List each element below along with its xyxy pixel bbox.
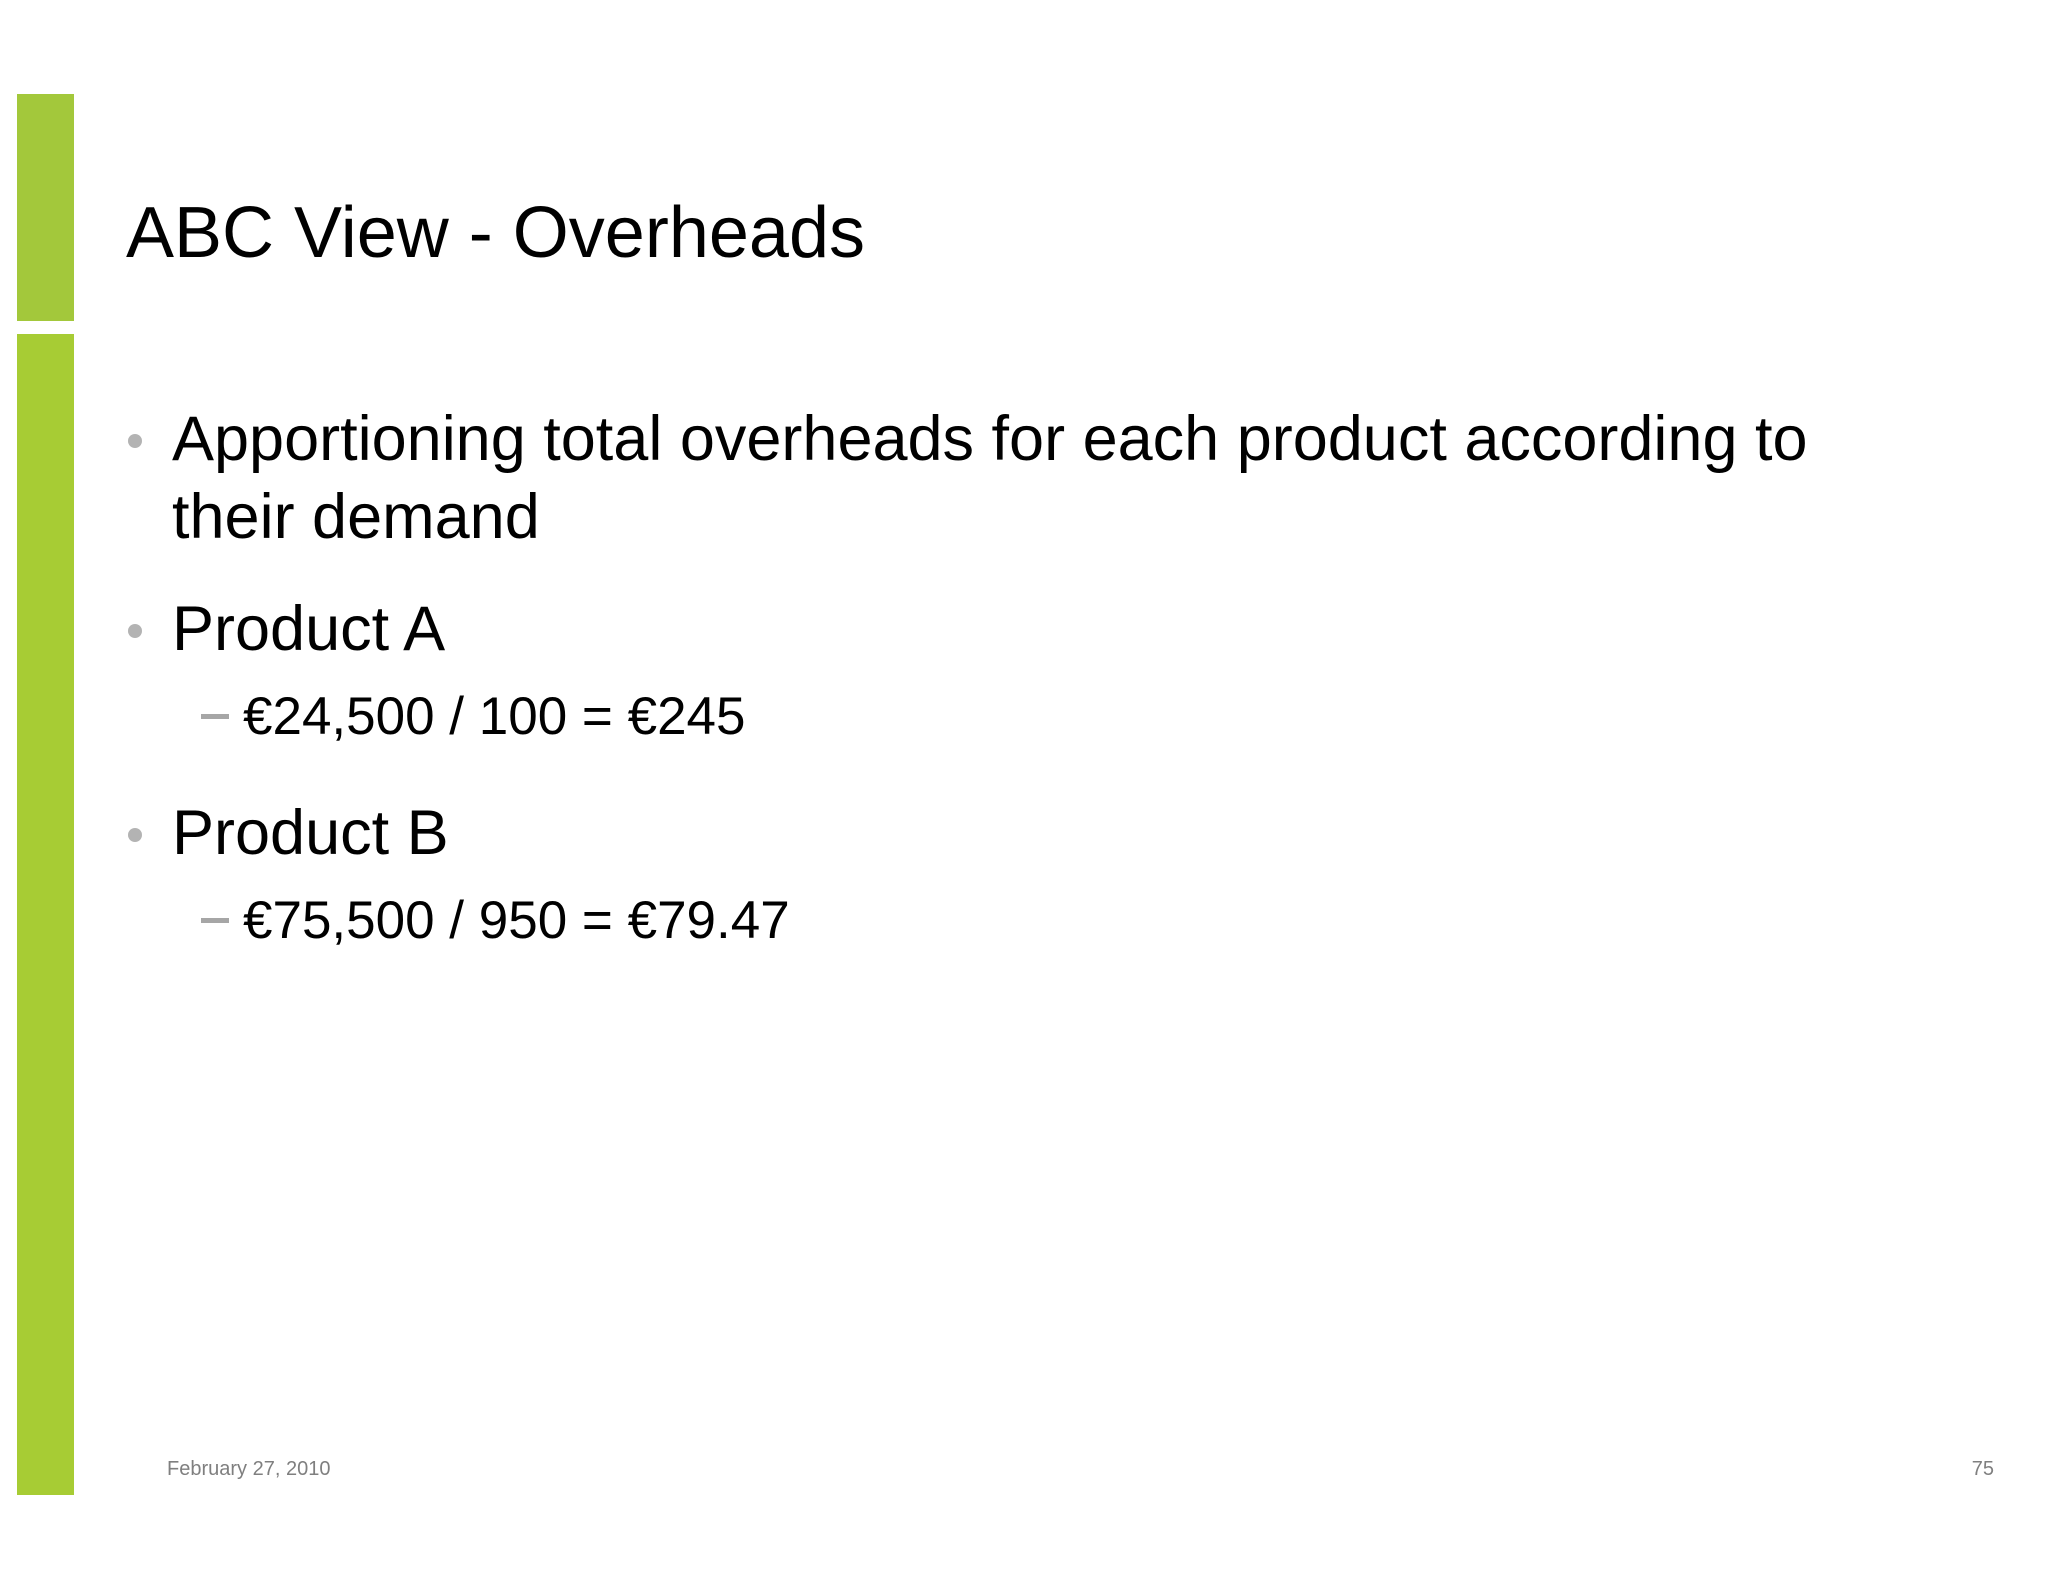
sub-bullet-text: €24,500 / 100 = €245 xyxy=(243,687,746,746)
accent-bar-top xyxy=(17,94,74,321)
sub-bullet-text: €75,500 / 950 = €79.47 xyxy=(243,891,790,950)
bullet-dot-icon xyxy=(128,434,142,448)
bullet-text: Product B xyxy=(172,798,449,868)
bullet-item-apportioning xyxy=(126,400,1932,556)
bullet-item-product-b xyxy=(126,794,1926,872)
footer-page-number: 75 xyxy=(1971,1458,1994,1480)
dash-icon xyxy=(201,714,229,719)
bullet-text: Product A xyxy=(172,594,446,664)
sub-bullet-product-a-calc xyxy=(126,684,1926,750)
dash-icon xyxy=(201,918,229,923)
sub-bullet-product-b-calc xyxy=(126,888,1926,954)
footer-date: February 27, 2010 xyxy=(167,1458,331,1480)
bullet-item-product-a xyxy=(126,590,1926,668)
bullet-dot-icon xyxy=(128,828,142,842)
bullet-dot-icon xyxy=(128,624,142,638)
bullet-text: Apportioning total overheads for each product according to their demand xyxy=(172,404,1808,552)
bullet-list xyxy=(126,400,1926,998)
accent-bar-main xyxy=(17,334,74,1495)
slide-title: ABC View - Overheads xyxy=(126,193,865,273)
